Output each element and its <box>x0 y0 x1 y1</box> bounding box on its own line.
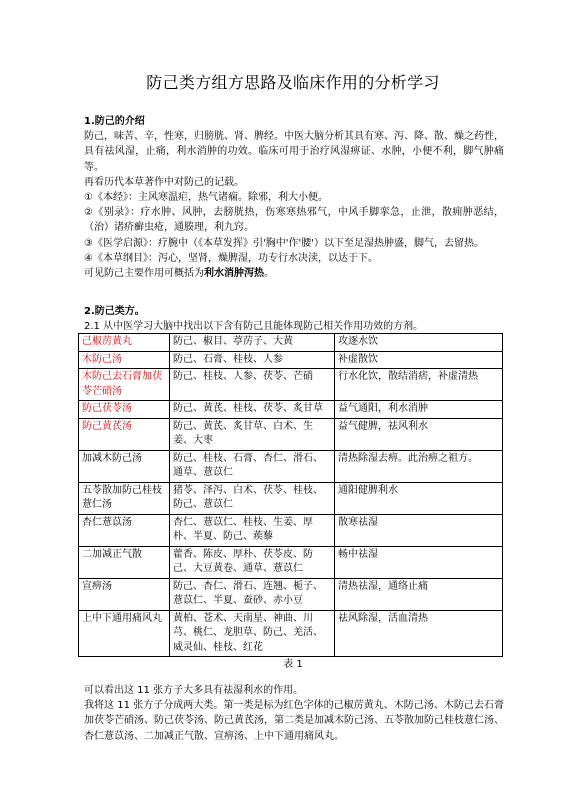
table-row <box>79 514 503 546</box>
effect-cell: 散寒祛湿 <box>335 514 503 546</box>
formula-name-cell: 加减木防己汤 <box>79 450 170 482</box>
formula-name-cell: 防己黄芪汤 <box>79 418 170 450</box>
formula-table <box>78 333 503 657</box>
herbs-cell: 猪苓、泽泻、白术、茯苓、桂枝、防己、薏苡仁 <box>170 482 335 514</box>
effect-cell: 补虚散饮 <box>335 351 503 369</box>
effect-cell: 益气通阳，利水消肿 <box>335 401 503 419</box>
table-row <box>79 334 503 352</box>
formula-name-cell: 防己茯苓汤 <box>79 401 170 419</box>
formula-name-cell: 木防己去石膏加茯苓芒硝汤 <box>79 369 170 401</box>
section-2-body <box>84 683 504 744</box>
herbs-cell: 防己、椒目、葶苈子、大黄 <box>170 334 335 352</box>
reference-item: ③《医学启源》：疗腕中（《本草发挥》引'胸中'作'腰'）以下至足湿热肿盛，脚气，去留热。 <box>84 237 484 249</box>
effect-cell: 祛风除湿，活血清热 <box>335 610 503 657</box>
formula-name-cell: 二加减正气散 <box>79 546 170 578</box>
section-2-intro: 2.1 从中医学习大脑中找出以下含有防己且能体现防己相关作用功效的方剂。 <box>84 321 424 333</box>
herbs-cell: 黄柏、苍术、天南星、神曲、川芎、桃仁、龙胆草、防己、羌活、威灵仙、桂枝、红花 <box>170 610 335 657</box>
formula-name-cell: 己椒苈黄丸 <box>79 334 170 352</box>
table-row <box>79 450 503 482</box>
herbs-cell: 藿香、陈皮、厚朴、茯苓皮、防己、大豆黄卷、通草、薏苡仁 <box>170 546 335 578</box>
table-row <box>79 546 503 578</box>
section-2-heading: 2.防己类方。 <box>84 306 145 317</box>
reference-item: ①《本经》：主风寒温疟，热气诸痫。除邪，利大小便。 <box>84 192 328 204</box>
table-row <box>79 418 503 450</box>
section-2-paragraph: 我将这 11 张方子分成两大类。第一类是标为红色字体的己椒苈黄丸、木防己汤、木防己去石膏加茯苓芒硝汤、防己茯苓汤、防己黄芪汤，第二类是加减木防己汤、五苓散加防己桂枝薏仁汤、杏仁薏苡汤、二加减正气散、宣痹汤、上中下通用痛风丸。 <box>84 700 504 742</box>
effect-cell: 攻逐水饮 <box>335 334 503 352</box>
formula-name-cell: 五苓散加防己桂枝薏仁汤 <box>79 482 170 514</box>
herbs-cell: 杏仁、薏苡仁、桂枝、生姜、厚朴、半夏、防己、蒺藜 <box>170 514 335 546</box>
table-row <box>79 610 503 657</box>
effect-cell: 益气健脾，祛风利水 <box>335 418 503 450</box>
summary-emphasis: 利水消肿泻热 <box>204 268 264 280</box>
formula-name-cell: 木防己汤 <box>79 351 170 369</box>
section-2-paragraph: 可以看出这 11 张方子大多具有祛湿利水的作用。 <box>84 685 304 696</box>
section-1 <box>84 114 504 281</box>
effect-cell: 通阳健脾利水 <box>335 482 503 514</box>
document-title: 防己类方组方思路及临床作用的分析学习 <box>146 73 440 92</box>
table-row <box>79 482 503 514</box>
herbs-cell: 防己、杏仁、滑石、连翘、栀子、薏苡仁、半夏、蚕砂、赤小豆 <box>170 578 335 610</box>
section-1-summary: 可见防己主要作用可概括为利水消肿泻热。 <box>84 268 274 280</box>
formula-name-cell: 杏仁薏苡汤 <box>79 514 170 546</box>
table-caption: 表 1 <box>283 659 303 670</box>
herbs-cell: 防己、黄芪、炙甘草、白术、生姜、大枣 <box>170 418 335 450</box>
effect-cell: 清热除湿去痹。此治痹之祖方。 <box>335 450 503 482</box>
reference-item: ②《别录》：疗水肿、风肿，去膀胱热，伤寒寒热邪气，中风手脚挛急，止泄，散痈肿恶结，（治）诸疥癣虫疮，通腠理，利九窍。 <box>84 207 504 234</box>
formula-name-cell: 宣痹汤 <box>79 578 170 610</box>
section-1-heading: 1.防己的介绍 <box>84 116 145 127</box>
section-1-paragraph: 防己，味苦、辛，性寒，归膀胱、肾、脾经。中医大脑分析其具有寒、泻、降、散、燥之药性，具有祛风湿，止痛，利水消肿的功效。临床可用于治疗风湿痹证、水肿，小便不利，脚气肿痛等。 <box>84 131 504 173</box>
section-1-intro: 再看历代本草著作中对防己的记载。 <box>84 176 244 188</box>
herbs-cell: 防己、石膏、桂枝、人参 <box>170 351 335 369</box>
herbs-cell: 防己、桂枝、人参、茯苓、芒硝 <box>170 369 335 401</box>
herbs-cell: 防己、黄芪、桂枝、茯苓、炙甘草 <box>170 401 335 419</box>
effect-cell: 行水化饮，散结消痞，补虚清热 <box>335 369 503 401</box>
table-row <box>79 401 503 419</box>
reference-item: ④《本草纲目》：泻心，坚肾，燥脾湿，功专行水决渎，以达于下。 <box>84 252 378 264</box>
effect-cell: 畅中祛湿 <box>335 546 503 578</box>
table-row <box>79 578 503 610</box>
herbs-cell: 防己、桂枝、石膏、杏仁、滑石、通草、薏苡仁 <box>170 450 335 482</box>
effect-cell: 清热祛湿，通络止痛 <box>335 578 503 610</box>
formula-name-cell: 上中下通用痛风丸 <box>79 610 170 657</box>
section-2-header <box>84 304 504 334</box>
table-row <box>79 351 503 369</box>
table-row <box>79 369 503 401</box>
